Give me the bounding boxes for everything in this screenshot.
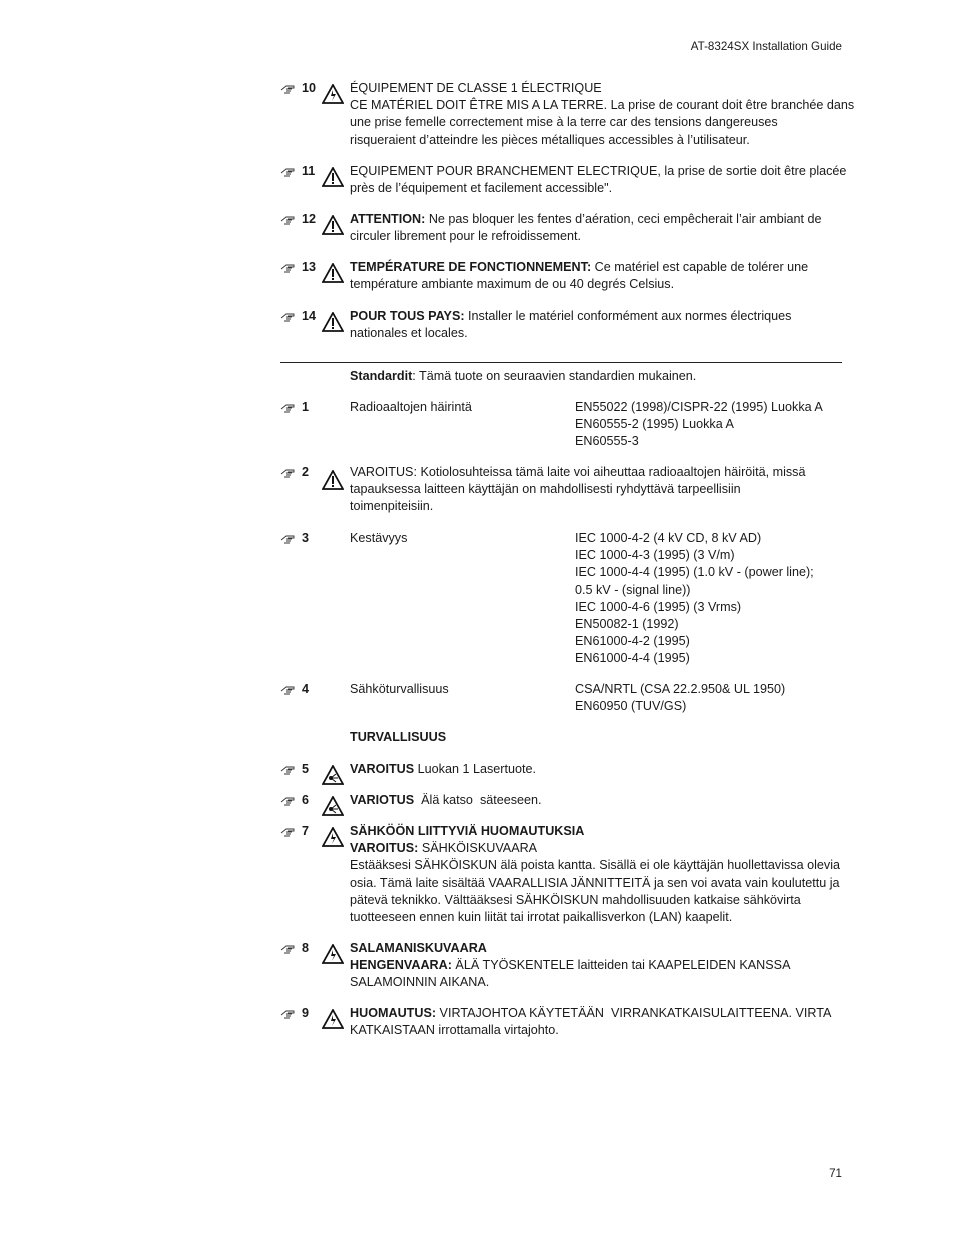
spec-value: EN50082-1 (1992) [575, 617, 679, 632]
spec-value: EN60555-2 (1995) Luokka A [575, 417, 734, 432]
pointing-hand-icon [280, 762, 298, 776]
item-text-line: VAROITUS: Kotiolosuhteissa tämä laite voi aiheuttaa radioaaltojen häiröitä, missä [350, 465, 806, 479]
spec-label: Radioaaltojen häirintä [350, 400, 472, 414]
laser-warning-icon [322, 796, 344, 816]
list-item [280, 464, 842, 516]
item-text-line: Luokan 1 Lasertuote. [414, 762, 536, 776]
spec-value: EN61000-4-4 (1995) [575, 651, 690, 666]
spec-label: Kestävyys [350, 531, 408, 545]
item-text-line: une prise femelle correctement mise à la terre car des tensions dangereuses [350, 115, 778, 130]
item-number: 12 [302, 212, 317, 226]
item-text-line: Ne pas bloquer les fentes d’aération, ceci empêcherait l’air ambiant de [425, 212, 822, 226]
safety-heading: TURVALLISUUS [350, 730, 447, 744]
item-number: 8 [302, 941, 310, 955]
list-item [280, 259, 842, 293]
electrical-hazard-icon [322, 827, 344, 847]
item-text-line: nationales et locales. [350, 326, 468, 341]
item-text-line: risqueraient d’atteindre les pièces métalliques accessibles à l’utilisateur. [350, 132, 750, 147]
item-text-line: Älä katso säteeseen. [414, 793, 542, 807]
item-text-line: KATKAISTAAN irrottamalla virtajohto. [350, 1023, 559, 1038]
spec-value: IEC 1000-4-2 (4 kV CD, 8 kV AD) [575, 531, 762, 545]
electrical-hazard-icon [322, 944, 344, 964]
list-item [280, 792, 842, 809]
item-text-line: Estääksesi SÄHKÖISKUN älä poista kantta. Sisällä ei ole käyttäjän huollettavissa olevia [350, 858, 841, 873]
item-text-line: ÉQUIPEMENT DE CLASSE 1 ÉLECTRIQUE [350, 81, 602, 95]
spec-value: IEC 1000-4-6 (1995) (3 Vrms) [575, 599, 742, 614]
section-divider [280, 362, 842, 363]
spec-value: IEC 1000-4-3 (1995) (3 V/m) [575, 548, 735, 563]
item-text-line: près de l’équipement et facilement accessible". [350, 181, 613, 196]
list-item [280, 940, 842, 992]
item-text-line: SALAMOINNIN AIKANA. [350, 975, 490, 990]
list-item [280, 681, 842, 714]
item-text-line: ÄLÄ TYÖSKENTELE laitteiden tai KAAPELEIDEN KANSSA [451, 958, 791, 973]
item-text-line: circuler librement pour le refroidissement. [350, 229, 581, 244]
item-text-line: tapauksessa laitteen käyttäjän on mahdollisesti ryhdyttävä tarpeellisiin [350, 482, 741, 497]
item-text-line: SÄHKÖISKUVAARA [418, 841, 538, 856]
list-item [280, 308, 842, 342]
item-title: SALAMANISKUVAARA [350, 941, 487, 955]
pointing-hand-icon [280, 164, 298, 178]
spec-value: EN60555-3 [575, 434, 639, 449]
list-item [280, 761, 842, 778]
item-bold-label: HUOMAUTUS: [350, 1006, 437, 1020]
list-item [280, 1005, 842, 1039]
pointing-hand-icon [280, 400, 298, 414]
item-number: 14 [302, 309, 317, 323]
electrical-hazard-icon [322, 84, 344, 104]
item-number: 13 [302, 260, 317, 274]
item-bold-label: ATTENTION: [350, 212, 426, 226]
item-text-line: Ce matériel est capable de tolérer une [591, 260, 809, 274]
warning-triangle-icon [322, 263, 344, 283]
pointing-hand-icon [280, 824, 298, 838]
item-number: 4 [302, 682, 310, 696]
pointing-hand-icon [280, 465, 298, 479]
item-text-line: VIRTAJOHTOA KÄYTETÄÄN VIRRANKATKAISULAITTEENA. VIRTA [436, 1006, 832, 1020]
item-text-line: osia. Tämä laite sisältää VAARALLISIA JÄNNITTEITÄ ja sen voi avata vain koulutettu ja [350, 875, 840, 890]
running-header: AT-8324SX Installation Guide [690, 40, 842, 53]
item-number: 1 [302, 400, 310, 414]
pointing-hand-icon [280, 212, 298, 226]
standards-intro [280, 368, 842, 385]
section-heading [280, 729, 842, 746]
warning-triangle-icon [322, 215, 344, 235]
item-text-line: tuotteeseen ennen kuin liität tai irrotat paikallisverkon (LAN) kaapelit. [350, 910, 733, 925]
item-title: SÄHKÖÖN LIITTYVIÄ HUOMAUTUKSIA [350, 824, 585, 838]
item-bold-label: VAROITUS [350, 762, 415, 776]
list-item [280, 399, 842, 449]
item-text-line: EQUIPEMENT POUR BRANCHEMENT ELECTRIQUE, la prise de sortie doit être placée [350, 164, 847, 178]
spec-label: Sähköturvallisuus [350, 682, 449, 696]
item-bold-label: TEMPÉRATURE DE FONCTIONNEMENT: [350, 260, 592, 274]
item-number: 5 [302, 762, 310, 776]
item-text-line: pätevä teknikko. Välttääksesi SÄHKÖISKUN mahdollisuuden katkaise sähkövirta [350, 892, 801, 907]
item-number: 2 [302, 465, 310, 479]
laser-warning-icon [322, 765, 344, 785]
pointing-hand-icon [280, 941, 298, 955]
item-number: 7 [302, 824, 310, 838]
item-number: 11 [302, 164, 316, 178]
list-item [280, 211, 842, 245]
warning-triangle-icon [322, 470, 344, 490]
spec-value: EN55022 (1998)/CISPR-22 (1995) Luokka A [575, 400, 823, 414]
item-bold-label: VAROITUS: [350, 841, 419, 856]
pointing-hand-icon [280, 1006, 298, 1020]
spec-value: EN60950 (TUV/GS) [575, 699, 687, 714]
spec-value: IEC 1000-4-4 (1995) (1.0 kV - (power line); [575, 565, 814, 580]
item-text-line: température ambiante maximum de ou 40 degrés Celsius. [350, 277, 675, 292]
spec-value: EN61000-4-2 (1995) [575, 634, 690, 649]
pointing-hand-icon [280, 309, 298, 323]
warning-triangle-icon [322, 167, 344, 187]
spec-value: CSA/NRTL (CSA 22.2.950& UL 1950) [575, 682, 786, 696]
pointing-hand-icon [280, 793, 298, 807]
pointing-hand-icon [280, 81, 298, 95]
pointing-hand-icon [280, 682, 298, 696]
item-text-line: Installer le matériel conformément aux normes électriques [464, 309, 792, 323]
spec-value: 0.5 kV - (signal line)) [575, 582, 691, 597]
standards-label: Standardit [350, 369, 413, 383]
standards-text: : Tämä tuote on seuraavien standardien mukainen. [412, 369, 697, 383]
item-text-line: toimenpiteisiin. [350, 499, 434, 514]
item-bold-label: VARIOTUS [350, 793, 415, 807]
item-text-line: CE MATÉRIEL DOIT ÊTRE MIS A LA TERRE. La prise de courant doit être branchée dans [350, 98, 855, 113]
list-item [280, 530, 842, 666]
list-item [280, 823, 842, 926]
item-number: 10 [302, 81, 317, 95]
item-number: 3 [302, 531, 310, 545]
pointing-hand-icon [280, 531, 298, 545]
warning-triangle-icon [322, 312, 344, 332]
pointing-hand-icon [280, 260, 298, 274]
page-number: 71 [829, 1167, 842, 1180]
list-item [280, 163, 847, 197]
item-bold-label: POUR TOUS PAYS: [350, 309, 465, 323]
item-bold-label: HENGENVAARA: [350, 958, 452, 973]
item-number: 9 [302, 1006, 310, 1020]
item-number: 6 [302, 793, 310, 807]
electrical-hazard-icon [322, 1009, 344, 1029]
list-item [280, 80, 855, 149]
